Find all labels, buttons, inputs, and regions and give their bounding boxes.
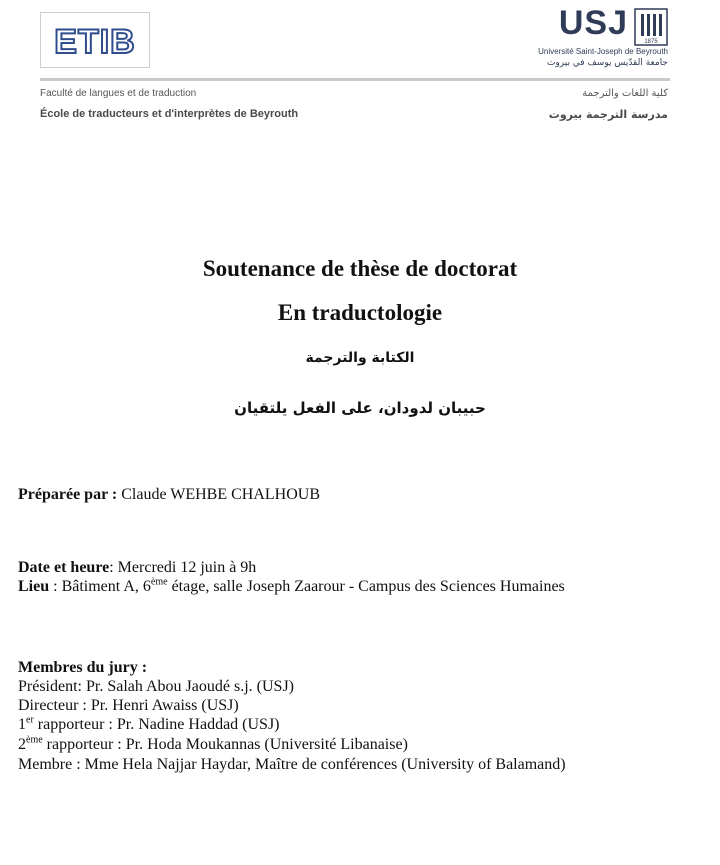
header-divider bbox=[40, 78, 670, 81]
etib-logo bbox=[40, 12, 150, 68]
arabic-title: الكتابة والترجمة bbox=[305, 350, 415, 366]
jury-president: Président: Pr. Salah Abou Jaoudé s.j. (USJ) bbox=[18, 678, 294, 695]
prepared-by-label: Préparée par : bbox=[18, 486, 118, 503]
usj-name-ar: جامعة القدّيس يوسف في بيروت bbox=[546, 58, 668, 68]
jury-member: Membre : Mme Hela Najjar Haydar, Maître de conférences (University of Balamand) bbox=[18, 756, 566, 773]
location-label: Lieu bbox=[18, 578, 50, 595]
school-name-fr: École de traducteurs et d'interprètes de Beyrouth bbox=[40, 108, 299, 120]
document-subtitle: En traductologie bbox=[277, 300, 443, 325]
jury-rapporteur-2: 2ème rapporteur : Pr. Hoda Moukannas (Université Libanaise) bbox=[18, 734, 408, 753]
prepared-by bbox=[18, 485, 320, 504]
etib-logo-text: ETIB bbox=[54, 23, 136, 61]
location-value-start: : Bâtiment A, 6 bbox=[49, 578, 151, 595]
usj-name-fr: Université Saint-Joseph de Beyrouth bbox=[538, 47, 668, 56]
location-value-end: étage, salle Joseph Zaarour - Campus des Sciences Humaines bbox=[167, 578, 565, 595]
faculty-name-fr: Faculté de langues et de traduction bbox=[40, 88, 197, 99]
location-floor-sup: ème bbox=[150, 576, 168, 588]
usj-crest-icon bbox=[634, 8, 668, 46]
prepared-by-value: Claude WEHBE CHALHOUB bbox=[117, 486, 321, 503]
usj-year: 1875 bbox=[644, 39, 658, 45]
date-value: : Mercredi 12 juin à 9h bbox=[109, 559, 257, 576]
jury-director: Directeur : Pr. Henri Awaiss (USJ) bbox=[18, 697, 239, 714]
arabic-subtitle: حبيبان لدودان، على الفعل يلتقيان bbox=[234, 399, 486, 417]
date-label: Date et heure bbox=[18, 559, 110, 576]
usj-logo bbox=[536, 6, 668, 70]
usj-logo-text: USJ bbox=[558, 4, 628, 42]
faculty-name-ar: كلية اللغات والترجمة bbox=[582, 88, 668, 99]
jury-heading: Membres du jury : bbox=[18, 659, 148, 676]
school-name-ar: مدرسة الترجمة بيروت bbox=[548, 108, 668, 121]
date-time bbox=[18, 558, 256, 577]
jury-rapporteur-1: 1er rapporteur : Pr. Nadine Haddad (USJ) bbox=[18, 714, 280, 733]
document-title: Soutenance de thèse de doctorat bbox=[202, 256, 518, 281]
location bbox=[18, 577, 565, 596]
